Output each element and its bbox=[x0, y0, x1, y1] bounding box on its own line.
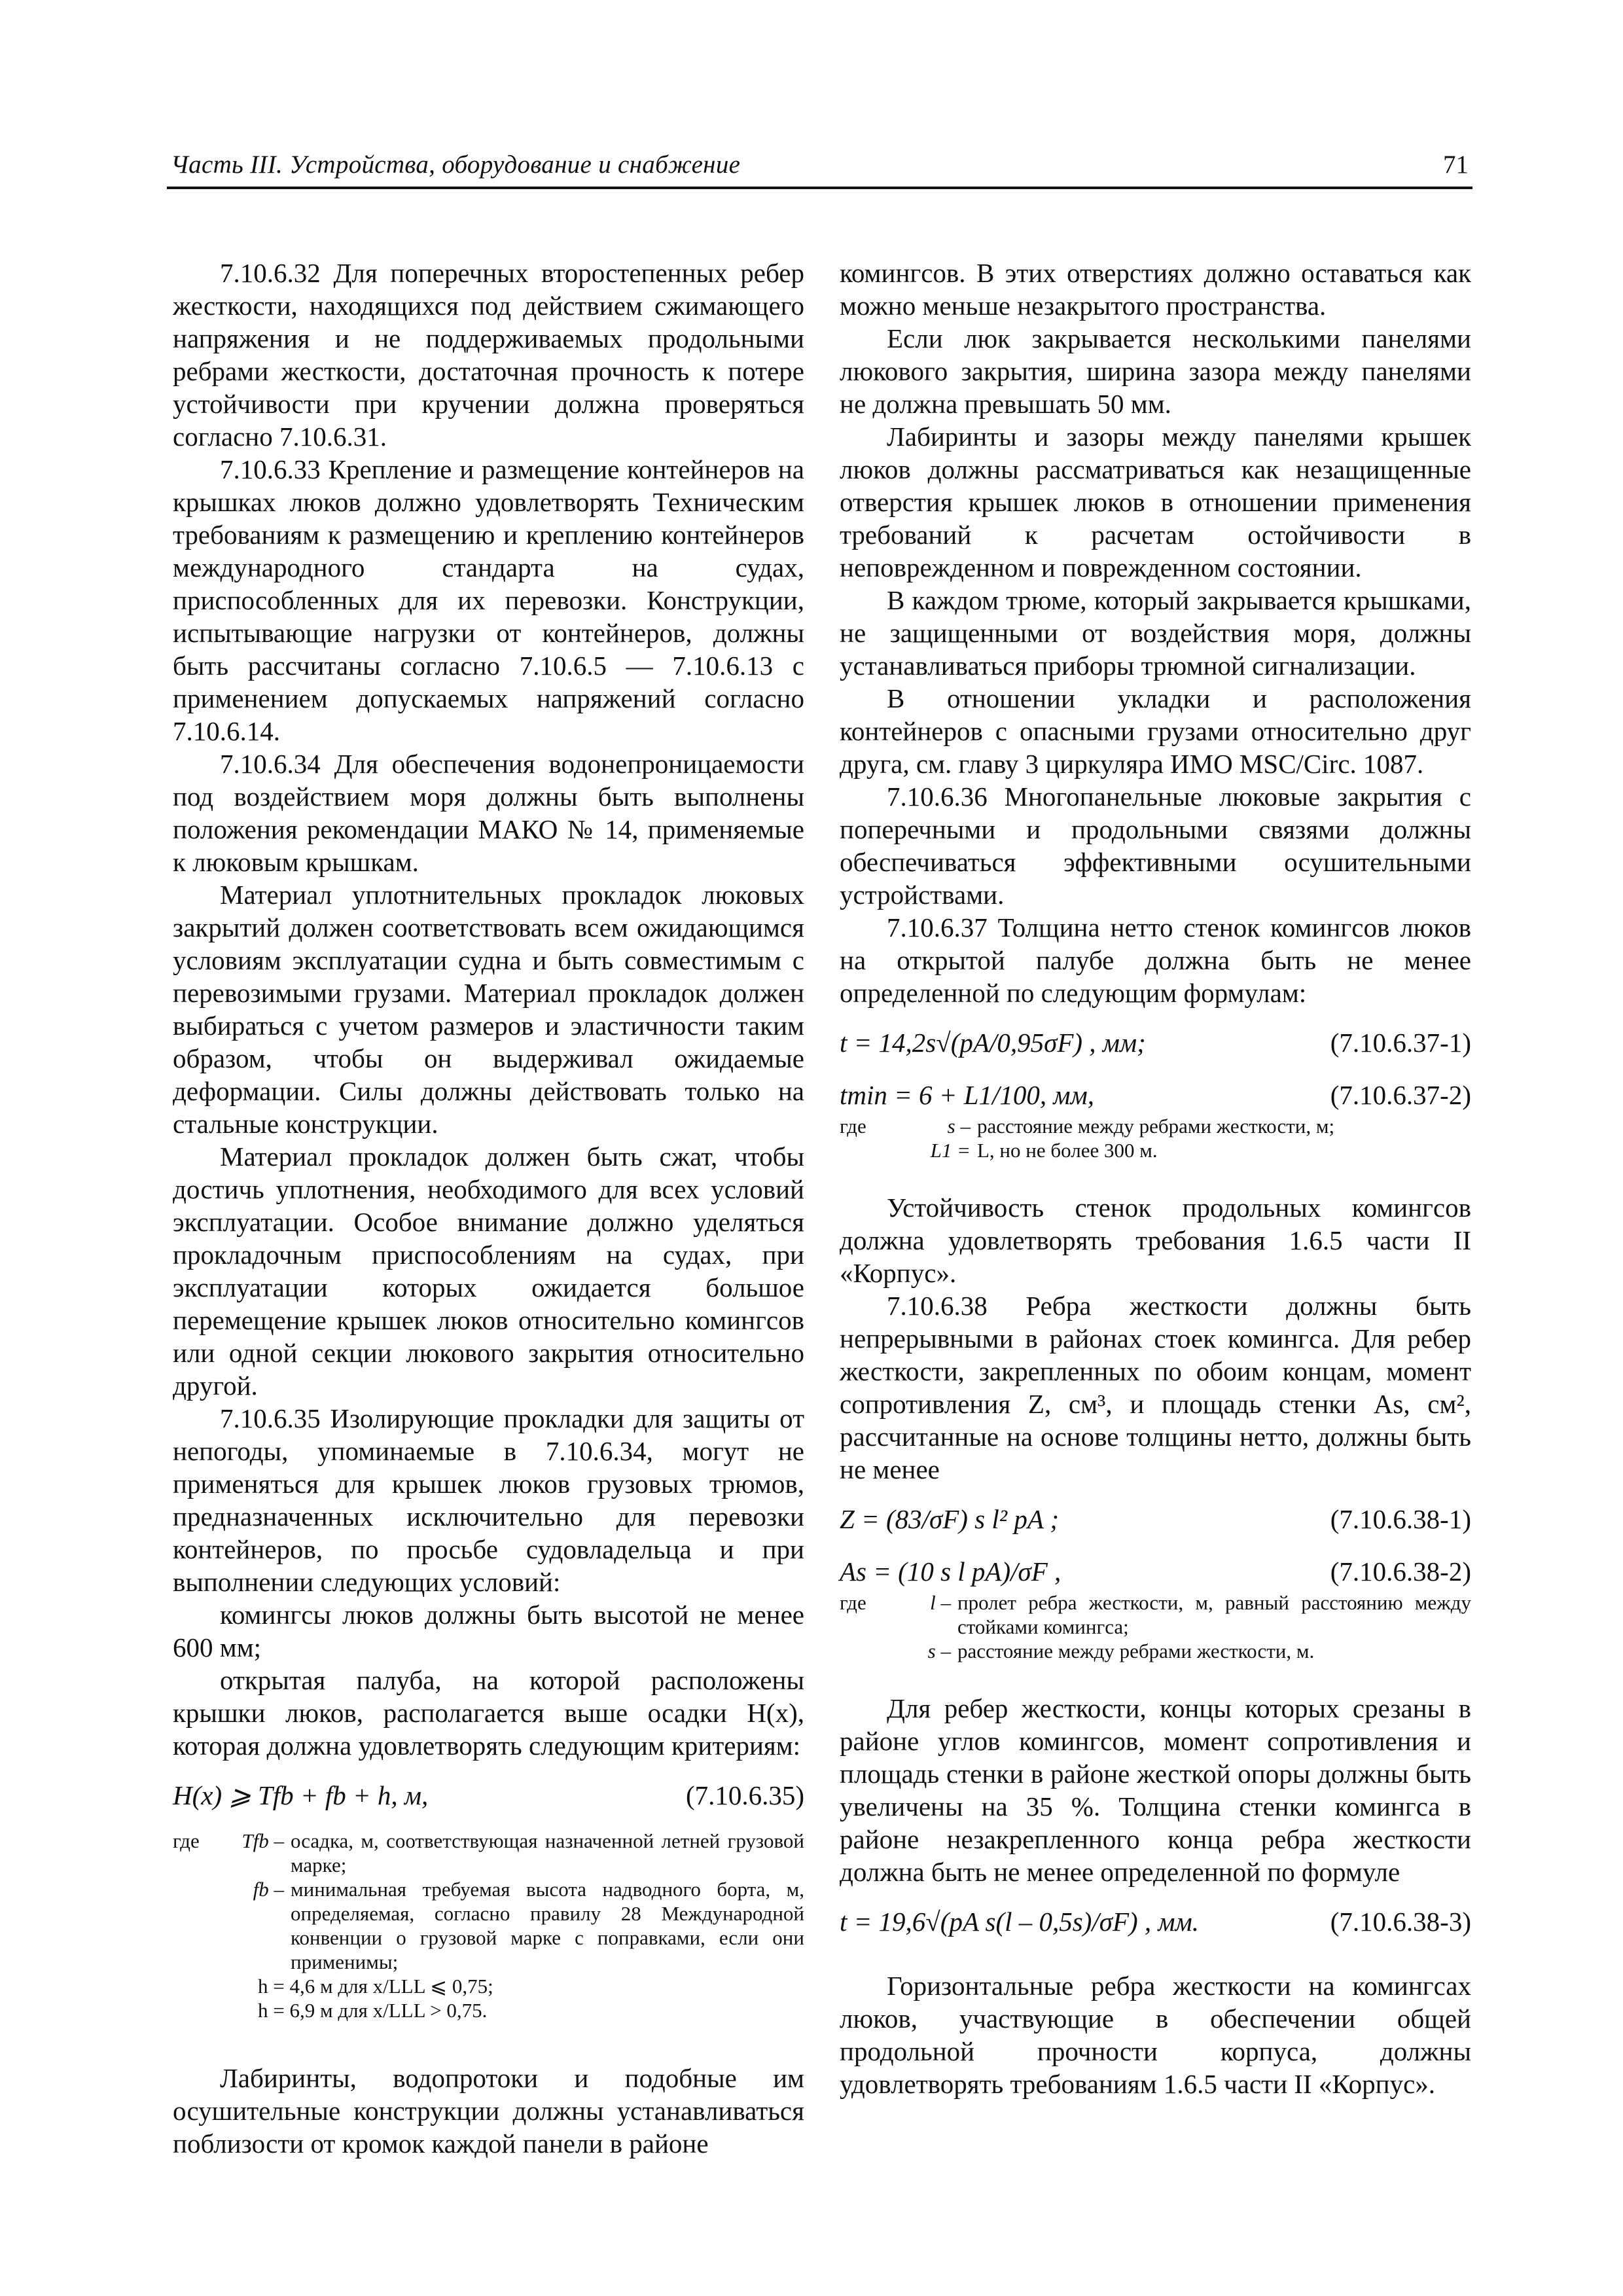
paragraph-7-10-6-33: 7.10.6.33 Крепление и размещение контейнеров на крышках люков должно удовлетворять Техническим требованиям к размещению и креплению контейнеров международного стандарта на судах, приспособленных для их перевозки. Конструкции, испытывающие нагрузки от контейнеров, должны быть рассчитаны согласно 7.10.6.5 — 7.10.6.13 с применением допускаемых напряжений согласно 7.10.6.14. bbox=[173, 454, 804, 746]
formula-number: (7.10.6.38-1) bbox=[1330, 1504, 1471, 1534]
paragraph-cut-stiffeners: Для ребер жесткости, концы которых срезаны в районе углов комингсов, момент сопротивления и площадь стенки в районе жесткой опоры должны быть увеличены на 35 %. Толщина стенки комингса в районе незакрепленного конца ребра жесткости должна быть не менее определенной по формуле bbox=[840, 1693, 1471, 1887]
where-definition: пролет ребра жесткости, м, равный расстоянию между стойками комингса; bbox=[957, 1591, 1471, 1638]
paragraph-7-10-6-38: 7.10.6.38 Ребра жесткости должны быть непрерывными в районах стоек комингса. Для ребер жесткости, закрепленных по обоим концам, момент сопротивления Z, см³, и площадь стенки As, см², рассчитанные на основе толщины нетто, должны быть не менее bbox=[840, 1291, 1471, 1484]
formula-7-10-6-37-2 bbox=[840, 1076, 1471, 1114]
where-symbol: Tfb – bbox=[241, 1829, 284, 1852]
paragraph-7-10-6-34: 7.10.6.34 Для обеспечения водонепроницаемости под воздействием моря должны быть выполнены положения рекомендации МАКО № 14, применяемые к люковым крышкам. bbox=[173, 749, 804, 877]
where-block bbox=[840, 1590, 1471, 1663]
where-block bbox=[173, 1829, 804, 2022]
paragraph-7-10-6-32: 7.10.6.32 Для поперечных второстепенных ребер жесткости, находящихся под действием сжимающего напряжения и не поддерживаемых продольными ребрами жесткости, достаточная прочность к потере устойчивости при кручении должна проверяться согласно 7.10.6.31. bbox=[173, 258, 804, 452]
formula-7-10-6-38-1 bbox=[840, 1500, 1471, 1538]
formula-expression: Z = (83/σF) s l² pA ; bbox=[840, 1504, 1060, 1534]
formula-expression: t = 19,6√(pA s(l – 0,5s)/σF) , мм. bbox=[840, 1907, 1200, 1937]
where-symbol: s – bbox=[927, 1640, 951, 1662]
paragraph-continued: комингсов. В этих отверстиях должно оставаться как можно меньше незакрытого пространства. bbox=[840, 258, 1471, 321]
paragraph-panel-gap: Если люк закрывается несколькими панелями люкового закрытия, ширина зазора между панелями не должна превышать 50 мм. bbox=[840, 323, 1471, 419]
where-definition: расстояние между ребрами жесткости, м. bbox=[957, 1640, 1315, 1662]
paragraph-horizontal-stiffeners: Горизонтальные ребра жесткости на комингсах люков, участвующие в обеспечении общей продольной прочности корпуса, должны удовлетворять требованиям 1.6.5 части II «Корпус». bbox=[840, 1971, 1471, 2099]
formula-7-10-6-38-3 bbox=[840, 1903, 1471, 1941]
formula-number: (7.10.6.37-1) bbox=[1330, 1028, 1471, 1058]
left-column bbox=[173, 257, 804, 2160]
formula-number: (7.10.6.37-2) bbox=[1330, 1080, 1471, 1110]
formula-expression: H(x) ⩾ Tfb + fb + h, м, bbox=[173, 1780, 429, 1810]
where-label: где bbox=[840, 1115, 866, 1138]
formula-7-10-6-38-2 bbox=[840, 1552, 1471, 1590]
paragraph-labyrinths-openings: Лабиринты и зазоры между панелями крышек люков должны рассматриваться как незащищенные отверстия крышек люков в отношении применения требований к расчетам остойчивости в неповрежденном и поврежденном состоянии. bbox=[840, 422, 1471, 583]
where-label: где bbox=[840, 1591, 866, 1614]
paragraph-coaming-height: комингсы люков должны быть высотой не менее 600 мм; bbox=[173, 1600, 804, 1662]
paragraph-7-10-6-35: 7.10.6.35 Изолирующие прокладки для защиты от непогоды, упоминаемые в 7.10.6.34, могут не применяться для крышек люков грузовых трюмов, предназначенных исключительно для перевозки контейнеров, по просьбе судовладельца и при выполнении следующих условий: bbox=[173, 1403, 804, 1597]
right-column bbox=[840, 257, 1471, 2100]
formula-7-10-6-37-1 bbox=[840, 1024, 1471, 1062]
paragraph-open-deck: открытая палуба, на которой расположены крышки люков, располагается выше осадки H(x), которая должна удовлетворять следующим критериям: bbox=[173, 1665, 804, 1761]
where-symbol: L1 = bbox=[930, 1139, 971, 1162]
where-definition: минимальная требуемая высота надводного борта, м, определяемая, согласно правилу 28 Международной конвенции о грузовой марке с поправками, если они применимы; bbox=[291, 1878, 804, 1973]
formula-number: (7.10.6.38-2) bbox=[1330, 1556, 1471, 1587]
where-condition: h = 6,9 м для x/LLL > 0,75. bbox=[258, 1999, 488, 2022]
paragraph-7-10-6-37: 7.10.6.37 Толщина нетто стенок комингсов люков на открытой палубе должна быть не менее определенной по следующим формулам: bbox=[840, 912, 1471, 1008]
formula-number: (7.10.6.35) bbox=[685, 1780, 804, 1810]
formula-7-10-6-35 bbox=[173, 1776, 804, 1814]
paragraph-7-10-6-36: 7.10.6.36 Многопанельные люковые закрытия с поперечными и продольными связями должны обеспечиваться эффективными осушительными устройствами. bbox=[840, 781, 1471, 910]
page-header bbox=[167, 147, 1472, 189]
where-symbol: s – bbox=[947, 1115, 971, 1138]
paragraph-labyrinths: Лабиринты, водопротоки и подобные им осушительные конструкции должны устанавливаться поблизости от кромок каждой панели в районе bbox=[173, 2063, 804, 2159]
where-symbol: fb – bbox=[253, 1878, 284, 1901]
paragraph-gasket-material: Материал уплотнительных прокладок люковых закрытий должен соответствовать всем ожидающимся условиям эксплуатации судна и быть совместимым с перевозимыми грузами. Материал прокладок должен выбираться с учетом размеров и эластичности таким образом, чтобы он выдерживал ожидаемые деформации. Силы должны действовать только на стальные конструкции. bbox=[173, 880, 804, 1139]
formula-expression: As = (10 s l pA)/σF , bbox=[840, 1556, 1061, 1587]
where-definition: осадка, м, соответствующая назначенной летней грузовой марке; bbox=[291, 1829, 804, 1876]
where-definition: L, но не более 300 м. bbox=[977, 1139, 1158, 1162]
where-label: где bbox=[173, 1829, 200, 1852]
where-definition: расстояние между ребрами жесткости, м; bbox=[977, 1115, 1335, 1138]
paragraph-dangerous-cargo: В отношении укладки и расположения контейнеров с опасными грузами относительно друг друга, см. главу 3 циркуляра ИМО MSC/Circ. 1087. bbox=[840, 683, 1471, 779]
formula-expression: tmin = 6 + L1/100, мм, bbox=[840, 1080, 1094, 1110]
paragraph-coaming-stability: Устойчивость стенок продольных комингсов должна удовлетворять требования 1.6.5 части II «Корпус». bbox=[840, 1193, 1471, 1288]
running-title: Часть III. Устройства, оборудование и снабжение bbox=[171, 151, 741, 179]
paragraph-hold-alarm: В каждом трюме, который закрывается крышками, не защищенными от воздействия моря, должны устанавливаться приборы трюмной сигнализации. bbox=[840, 585, 1471, 681]
formula-expression: t = 14,2s√(pA/0,95σF) , мм; bbox=[840, 1028, 1146, 1058]
where-block bbox=[840, 1114, 1471, 1162]
where-condition: h = 4,6 м для x/LLL ⩽ 0,75; bbox=[258, 1975, 493, 1998]
where-symbol: l – bbox=[930, 1591, 951, 1614]
formula-number: (7.10.6.38-3) bbox=[1330, 1907, 1471, 1937]
paragraph-gasket-compression: Материал прокладок должен быть сжат, чтобы достичь уплотнения, необходимого для всех условий эксплуатации. Особое внимание должно уделяться прокладочным приспособлениям на судах, при эксплуатации которых ожидается большое перемещение крышек люков относительно комингсов или одной секции люкового закрытия относительно другой. bbox=[173, 1141, 804, 1401]
page-number: 71 bbox=[1443, 151, 1469, 179]
